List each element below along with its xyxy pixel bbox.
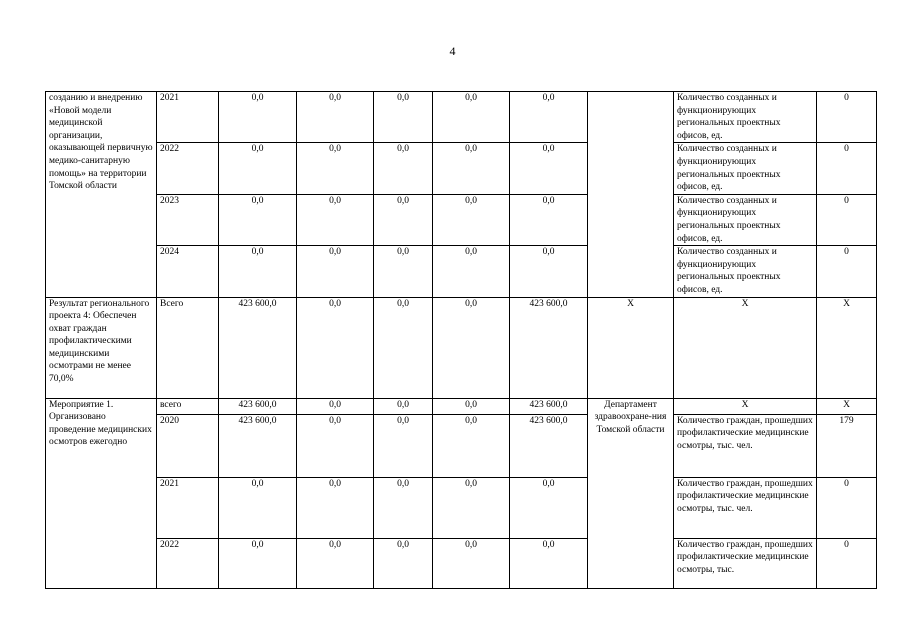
year-cell: 2020 [157, 414, 219, 477]
budget-table [45, 91, 877, 589]
indicator-value: 179 [817, 414, 877, 477]
row-name: созданию и внедрению «Новой модели медицинской организации, оказывающей первичную медико-санитарную помощь» на территории Томской области [46, 92, 157, 298]
row-name: Результат регионального проекта 4: Обеспечен охват граждан профилактическими медицинскими осмотрами не менее 70,0% [46, 297, 157, 398]
value-cell: 0,0 [510, 92, 588, 143]
value-cell: 0,0 [433, 297, 510, 398]
value-cell: 0,0 [374, 194, 433, 245]
value-cell: 0,0 [374, 477, 433, 538]
table-row [46, 246, 877, 297]
indicator-cell: Количество граждан, прошедших профилактические медицинские осмотры, тыс. чел. [674, 414, 817, 477]
table-row [46, 398, 877, 414]
indicator-cell: Количество созданных и функционирующих региональных проектных офисов, ед. [674, 194, 817, 245]
executor-cell: Х [588, 297, 674, 398]
value-cell: 0,0 [374, 92, 433, 143]
value-cell: 423 600,0 [510, 297, 588, 398]
value-cell: 0,0 [433, 194, 510, 245]
value-cell: 0,0 [433, 143, 510, 194]
indicator-value: 0 [817, 143, 877, 194]
value-cell: 423 600,0 [219, 414, 297, 477]
indicator-value: 0 [817, 92, 877, 143]
executor-cell: Департамент здравоохране-ния Томской области [588, 398, 674, 588]
year-cell: Всего [157, 297, 219, 398]
value-cell: 0,0 [297, 398, 374, 414]
value-cell: 0,0 [510, 194, 588, 245]
table-row [46, 297, 877, 398]
value-cell: 0,0 [433, 246, 510, 297]
indicator-value: Х [817, 398, 877, 414]
value-cell: 0,0 [297, 92, 374, 143]
value-cell: 423 600,0 [510, 414, 588, 477]
value-cell: 0,0 [510, 538, 588, 588]
value-cell: 0,0 [219, 477, 297, 538]
indicator-value: Х [817, 297, 877, 398]
value-cell: 0,0 [297, 297, 374, 398]
table-row [46, 538, 877, 588]
year-cell: 2022 [157, 143, 219, 194]
value-cell: 423 600,0 [510, 398, 588, 414]
value-cell: 0,0 [297, 477, 374, 538]
year-cell: 2021 [157, 477, 219, 538]
value-cell: 0,0 [374, 414, 433, 477]
year-cell: 2022 [157, 538, 219, 588]
value-cell: 0,0 [297, 194, 374, 245]
table-row [46, 414, 877, 477]
year-cell: всего [157, 398, 219, 414]
table-row [46, 194, 877, 245]
value-cell: 0,0 [219, 538, 297, 588]
indicator-cell: Х [674, 297, 817, 398]
indicator-value: 0 [817, 538, 877, 588]
value-cell: 423 600,0 [219, 297, 297, 398]
value-cell: 0,0 [219, 194, 297, 245]
indicator-cell: Количество граждан, прошедших профилактические медицинские осмотры, тыс. чел. [674, 477, 817, 538]
table-row [46, 92, 877, 143]
value-cell: 0,0 [510, 143, 588, 194]
value-cell: 0,0 [374, 297, 433, 398]
page-number: 4 [449, 44, 456, 58]
value-cell: 0,0 [297, 414, 374, 477]
row-name: Мероприятие 1. Организовано проведение медицинских осмотров ежегодно [46, 398, 157, 588]
value-cell: 0,0 [433, 538, 510, 588]
value-cell: 0,0 [219, 92, 297, 143]
value-cell: 0,0 [219, 143, 297, 194]
year-cell: 2023 [157, 194, 219, 245]
indicator-cell: Х [674, 398, 817, 414]
indicator-value: 0 [817, 477, 877, 538]
value-cell: 0,0 [433, 398, 510, 414]
value-cell: 0,0 [219, 246, 297, 297]
value-cell: 0,0 [433, 477, 510, 538]
indicator-cell: Количество созданных и функционирующих региональных проектных офисов, ед. [674, 143, 817, 194]
year-cell: 2021 [157, 92, 219, 143]
indicator-cell: Количество созданных и функционирующих региональных проектных офисов, ед. [674, 92, 817, 143]
table-row [46, 477, 877, 538]
value-cell: 0,0 [297, 246, 374, 297]
value-cell: 0,0 [510, 246, 588, 297]
indicator-cell: Количество созданных и функционирующих региональных проектных офисов, ед. [674, 246, 817, 297]
indicator-cell: Количество граждан, прошедших профилактические медицинские осмотры, тыс. [674, 538, 817, 588]
value-cell: 0,0 [374, 143, 433, 194]
value-cell: 0,0 [374, 538, 433, 588]
year-cell: 2024 [157, 246, 219, 297]
indicator-value: 0 [817, 246, 877, 297]
value-cell: 0,0 [433, 92, 510, 143]
value-cell: 0,0 [297, 143, 374, 194]
value-cell: 423 600,0 [219, 398, 297, 414]
indicator-value: 0 [817, 194, 877, 245]
value-cell: 0,0 [433, 414, 510, 477]
value-cell: 0,0 [297, 538, 374, 588]
value-cell: 0,0 [374, 246, 433, 297]
value-cell: 0,0 [510, 477, 588, 538]
table-row [46, 143, 877, 194]
value-cell: 0,0 [374, 398, 433, 414]
executor-cell [588, 92, 674, 298]
